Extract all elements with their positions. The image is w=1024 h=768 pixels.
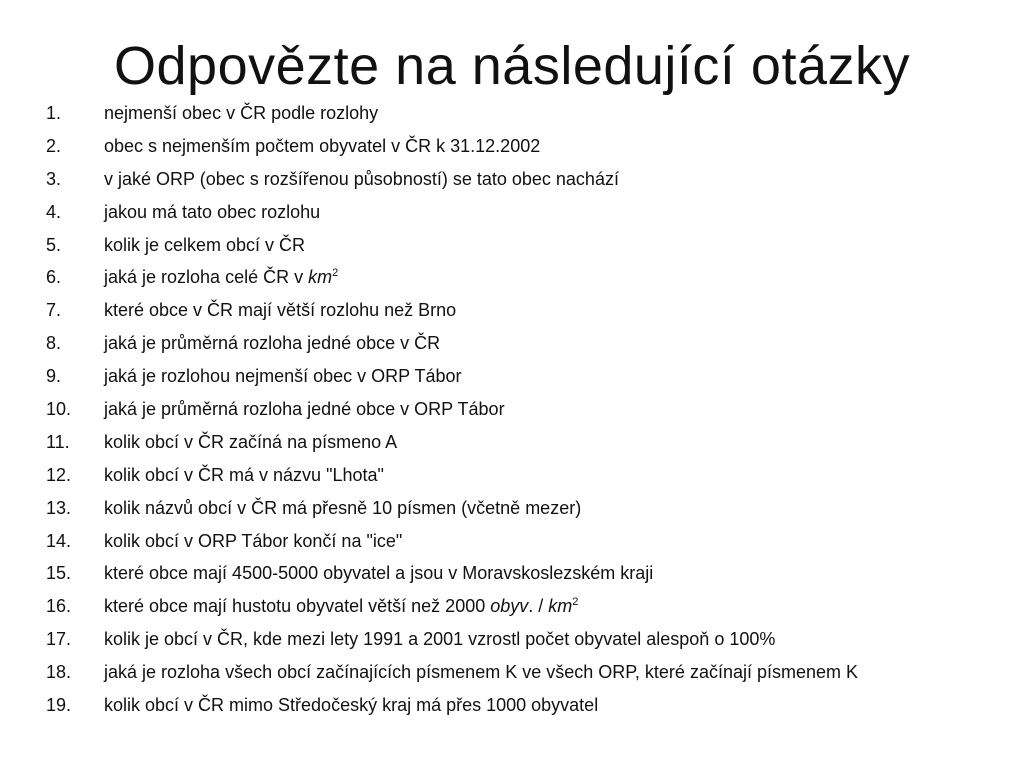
slide-title: Odpovězte na následující otázky (114, 36, 910, 96)
question-number: 13. (46, 497, 72, 518)
question-item (46, 623, 1006, 656)
question-number: 15. (46, 563, 72, 584)
question-text: obec s nejmenším počtem obyvatel v ČR k 31.12.2002 (104, 135, 541, 156)
question-text: nejmenší obec v ČR podle rozlohy (104, 103, 379, 123)
question-text: jaká je průměrná rozloha jedné obce v ČR (104, 333, 441, 354)
question-text: kolik obcí v ORP Tábor končí na "ice" (104, 530, 403, 551)
question-item (46, 656, 1006, 689)
question-number: 4. (46, 201, 62, 222)
question-number: 19. (46, 695, 72, 716)
question-number: 2. (46, 135, 62, 156)
unit-exponent: 2 (332, 267, 339, 280)
question-item (46, 590, 1006, 623)
question-number: 6. (46, 267, 62, 288)
question-number: 17. (46, 629, 72, 650)
question-text-wrap (104, 261, 1006, 294)
question-text: kolik názvů obcí v ČR má přesně 10 písmen (včetně mezer) (104, 497, 582, 518)
question-text: které obce mají 4500-5000 obyvatel a jsou v Moravskoslezském kraji (104, 563, 654, 584)
unit-obyv: obyv (490, 596, 529, 617)
unit-exponent: 2 (572, 596, 579, 609)
question-text: kolik obcí v ČR začíná na písmeno A (104, 431, 398, 452)
question-text: které obce v ČR mají větší rozlohu než Brno (104, 300, 457, 321)
question-item (46, 196, 1006, 229)
question-item (46, 393, 1006, 426)
question-text: jaká je rozloha všech obcí začínajících písmenem K ve všech ORP, které začínají písmenem K (104, 662, 859, 683)
question-number: 10. (46, 399, 72, 420)
question-item (46, 689, 1006, 722)
question-text: jakou má tato obec rozlohu (104, 201, 321, 222)
question-text: kolik obcí v ČR má v názvu "Lhota" (104, 464, 384, 485)
question-item (46, 426, 1006, 459)
question-item (46, 492, 1006, 525)
question-item (46, 163, 1006, 196)
question-number: 12. (46, 464, 72, 485)
question-number: 9. (46, 366, 62, 387)
question-number: 3. (46, 168, 62, 189)
unit-km: km (548, 596, 573, 617)
question-text-wrap (104, 590, 1006, 623)
question-item (46, 294, 1006, 327)
question-number: 11. (46, 431, 70, 452)
question-item (46, 229, 1006, 262)
question-number: 7. (46, 300, 62, 321)
question-list (46, 97, 1006, 722)
question-number: 1. (46, 103, 62, 123)
unit-km: km (308, 267, 333, 288)
question-item (46, 360, 1006, 393)
question-number: 5. (46, 234, 62, 255)
question-number: 18. (46, 662, 72, 683)
question-item (46, 97, 1006, 130)
question-number: 8. (46, 333, 62, 354)
question-text: jaká je rozloha celé ČR v (104, 267, 309, 288)
question-item (46, 525, 1006, 558)
question-number: 14. (46, 530, 72, 551)
question-text: které obce mají hustotu obyvatel větší než 2000 (104, 596, 491, 617)
question-item (46, 557, 1006, 590)
question-text: kolik je celkem obcí v ČR (104, 234, 306, 255)
question-text: kolik obcí v ČR mimo Středočeský kraj má přes 1000 obyvatel (104, 695, 599, 716)
question-text: jaká je průměrná rozloha jedné obce v ORP Tábor (104, 399, 505, 420)
question-number: 16. (46, 596, 72, 617)
question-item (46, 261, 1006, 294)
question-item (46, 459, 1006, 492)
question-item (46, 327, 1006, 360)
unit-separator: . / (528, 596, 549, 617)
question-text: jaká je rozlohou nejmenší obec v ORP Tábor (104, 366, 462, 387)
question-text: kolik je obcí v ČR, kde mezi lety 1991 a 2001 vzrostl počet obyvatel alespoň o 100% (104, 629, 776, 650)
question-text: v jaké ORP (obec s rozšířenou působností) se tato obec nachází (104, 168, 619, 189)
question-item (46, 130, 1006, 163)
